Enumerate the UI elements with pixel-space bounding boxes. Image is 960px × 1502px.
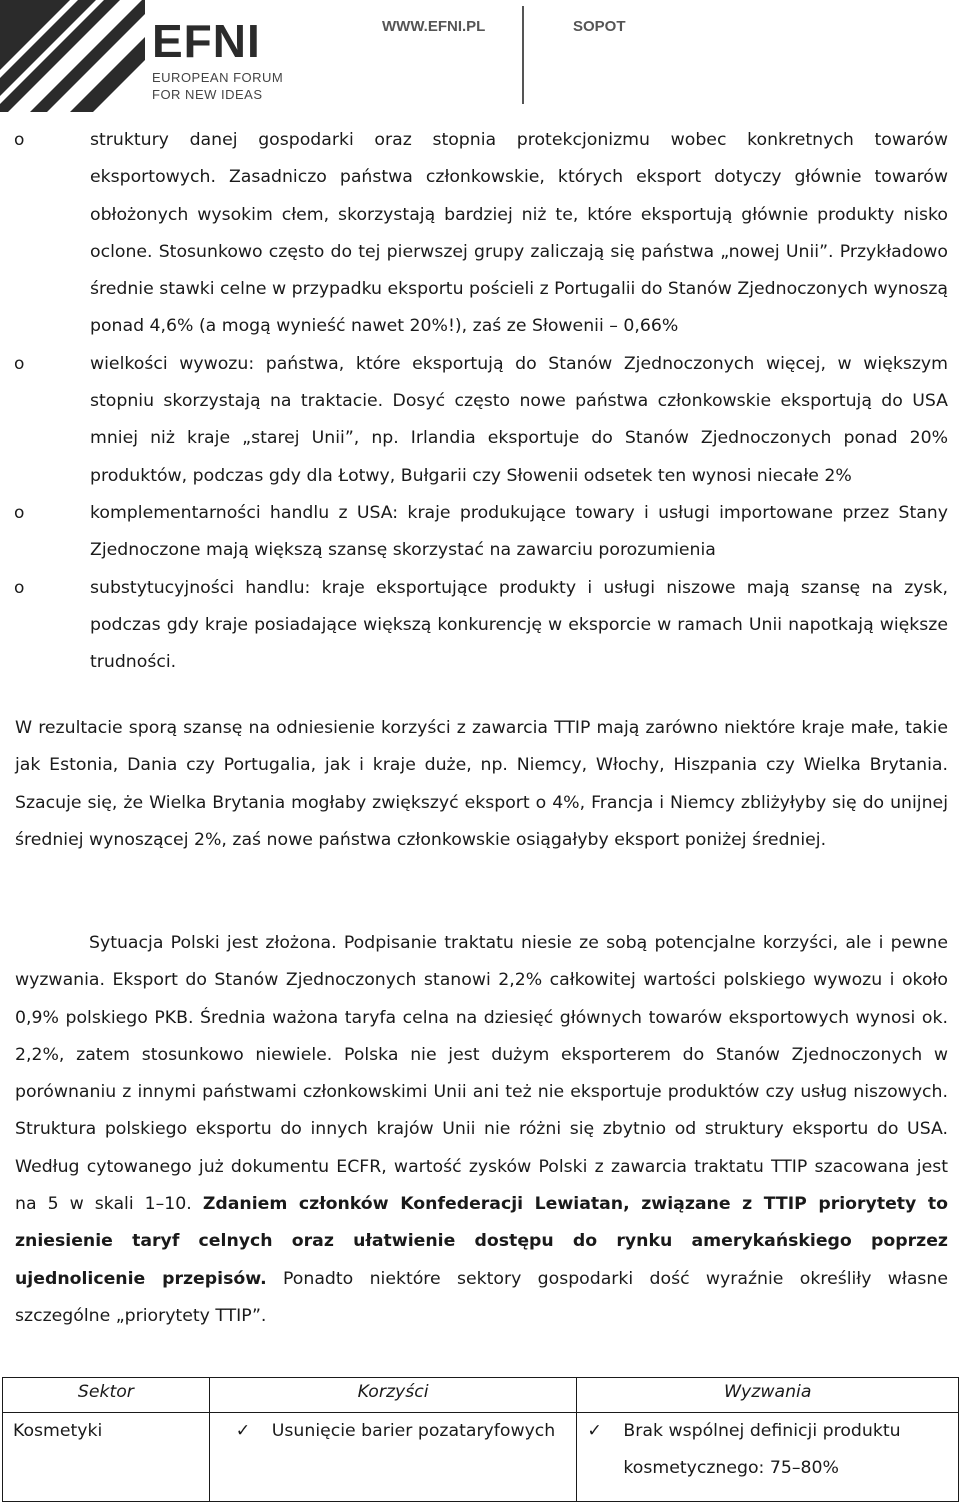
cell-benefit [209,1413,577,1502]
brand-name: EFNI [152,15,261,67]
header-benefits: Korzyści [209,1378,577,1413]
cell-challenge [577,1413,959,1502]
table-header-row [3,1378,959,1413]
header-challenges: Wyzwania [577,1378,959,1413]
benefit-wrap [236,1413,577,1450]
bullet-text: komplementarności handlu z USA: kraje produkujące towary i usługi importowane przez Stany Zjednoczone mają większą szansę skorzystać na zawarciu porozumienia [90,502,948,561]
bullet-list [0,122,960,681]
challenge-text: Brak wspólnej definicji produktu kosmetycznego: 75–80% [623,1421,901,1478]
brand-line-1: EUROPEAN FORUM [152,70,284,85]
paragraph-poland-text: Sytuacja Polski jest złożona. Podpisanie traktatu niesie ze sobą potencjalne korzyści, ale i pewne wyzwania. Eksport do Stanów Zjednoczonych stanowi 2,2% całkowitej wartości polskiego wywozu i około 0,9% polskiego PKB. Średnia ważona taryfa celna na dziesięć głównych towarów eksportowych wynosi ok. 2,2%, zatem stosunkowo niewiele. Polska nie jest dużym eksporterem do Stanów Zjednoczonych w porównaniu z innymi państwami członkowskimi Unii ani też nie eksportuje produktów czy usług niszowych. Struktura polskiego eksportu do innych krajów Unii nie różni się zbytnio od struktury eksportu do USA. Według cytowanego już dokumentu ECFR, wartość zysków Polski z zawarcia traktatu TTIP szacowana jest na 5 w skali 1–10. [15,933,948,1215]
bullet-marker: o [14,353,25,374]
cell-sector: Kosmetyki [3,1413,210,1502]
list-item [0,346,960,495]
challenge-wrap [587,1413,958,1487]
paragraph-results: W rezultacie sporą szansę na odniesienie korzyści z zawarcia TTIP mają zarówno niektóre kraje małe, takie jak Estonia, Dania czy Portugalia, jak i kraje duże, np. Niemcy, Włochy, Hiszpania czy Wielka Brytania. Szacuje się, że Wielka Brytania mogłaby zwiększyć eksport o 4%, Francja i Niemcy zbliżyłyby się do unijnej średniej wynoszącej 2%, zaś nowe państwa członkowskie osiągałyby eksport poniżej średniej. [15,718,948,850]
check-icon: ✓ [587,1421,602,1441]
check-icon: ✓ [235,1421,251,1441]
bullet-marker: o [14,502,25,523]
brand-line-2: FOR NEW IDEAS [152,87,263,102]
paragraph-poland-tail: Ponadto niektóre sektory gospodarki dość wyraźnie określiły własne szczególne „priorytety TTIP”. [15,1268,948,1326]
header-city: SOPOT [573,18,626,35]
brand-block [152,15,284,102]
list-item [0,495,960,570]
header-divider [522,6,524,104]
bullet-text: struktury danej gospodarki oraz stopnia protekcjonizmu wobec konkretnych towarów eksportowych. Zasadniczo państwa członkowskie, których eksport dotyczy głównie towarów obłożonych wysokim cłem, skorzystają bardziej niż te, które eksportują głównie produkty nisko oclone. Stosunkowo często do tej pierwszej grupy zaliczają się państwa „nowej Unii”. Przykładowo średnie stawki celne w przypadku eksportu pościeli z Portugalii do Stanów Zjednoczonych wynoszą ponad 4,6% (a mogą wynieść nawet 20%!), zaś ze Słowenii – 0,66% [90,130,948,337]
bullet-marker: o [14,130,25,150]
benefit-text: Usunięcie barier pozataryfowych [271,1421,556,1441]
sector-table [2,1377,959,1502]
paragraph-poland [15,925,948,1335]
bullet-marker: o [14,577,25,598]
list-item [0,570,960,682]
header-url[interactable]: WWW.EFNI.PL [382,18,486,35]
bullet-text: wielkości wywozu: państwa, które eksportują do Stanów Zjednoczonych więcej, w większym stopniu skorzystają na traktacie. Dosyć często nowe państwa członkowskie eksportują do USA mniej niż kraje „starej Unii”, np. Irlandia eksportuje do Stanów Zjednoczonych ponad 20% produktów, podczas gdy dla Łotwy, Bułgarii czy Słowenii odsetek ten wynosi niecałe 2% [90,353,948,486]
paragraph-poland-bold: Zdaniem członków Konfederacji Lewiatan, związane z TTIP priorytety to zniesienie taryf celnych oraz ułatwienie dostępu do rynku amerykańskiego poprzez ujednolicenie przepisów. [15,1194,949,1289]
efni-logo-icon [0,0,145,112]
list-item [0,122,960,346]
header-sector: Sektor [3,1378,210,1413]
table-row [3,1413,959,1502]
page-header [0,0,960,112]
bullet-text: substytucyjności handlu: kraje eksportujące produkty i usługi niszowe mają szansę na zysk, podczas gdy kraje posiadające większą konkurencję w eksporcie w ramach Unii napotkają większe trudności. [90,577,948,673]
